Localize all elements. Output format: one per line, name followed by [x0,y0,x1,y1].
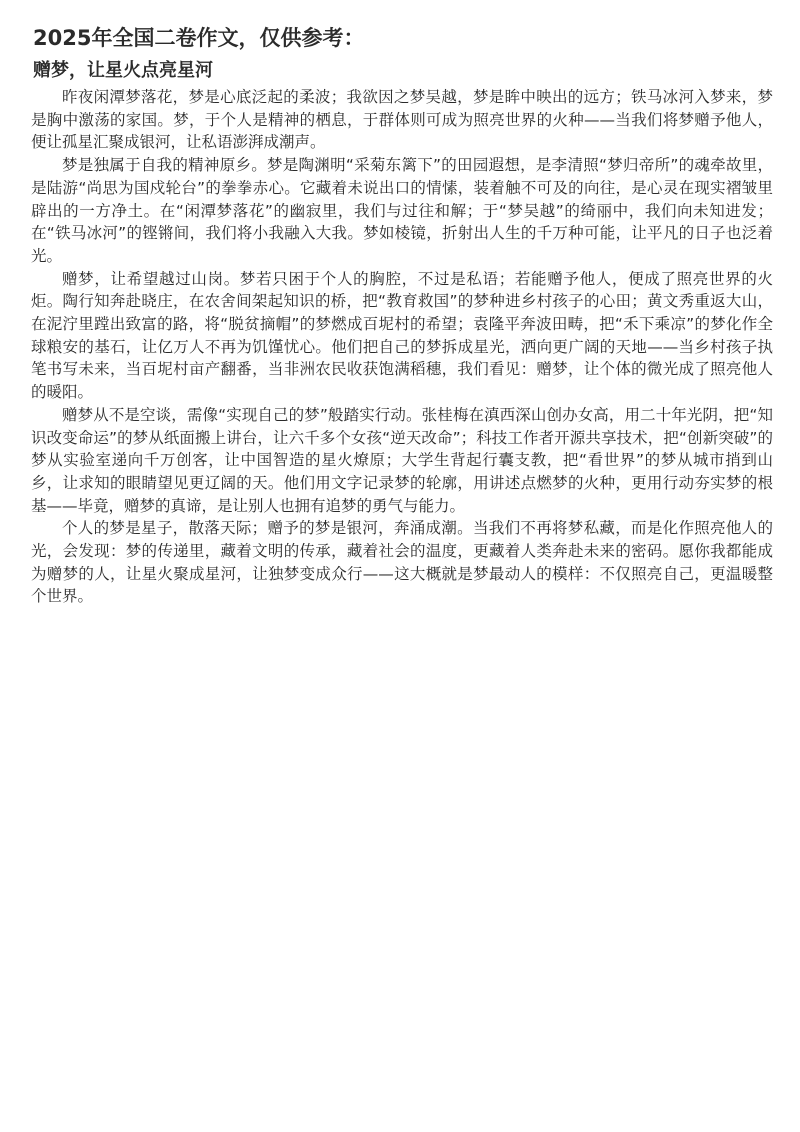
essay-body [31,86,773,608]
essay-title: 赠梦，让星火点亮星河 [33,60,213,81]
essay-paragraph-4: 赠梦从不是空谈，需像“实现自己的梦”般踏实行动。张桂梅在滇西深山创办女高，用二十年光阴，把“知识改变命运”的梦从纸面搬上讲台，让六千多个女孩“逆天改命”；科技工作者开源共享技术，把“创新突破”的梦从实验室递向千万创客，让中国智造的星火燎原；大学生背起行囊支教，把“看世界”的梦从城市捎到山乡，让求知的眼睛望见更辽阔的天。他们用文字记录梦的轮廓，用讲述点燃梦的火种，更用行动夯实梦的根基——毕竟，赠梦的真谛，是让别人也拥有追梦的勇气与能力。 [31,405,773,515]
essay-paragraph-5: 个人的梦是星子，散落天际；赠予的梦是银河，奔涌成潮。当我们不再将梦私藏，而是化作照亮他人的光，会发现：梦的传递里，藏着文明的传承，藏着社会的温度，更藏着人类奔赴未来的密码。愿你我都能成为赠梦的人，让星火聚成星河，让独梦变成众行——这大概就是梦最动人的模样：不仅照亮自己，更温暖整个世界。 [31,519,773,606]
essay-paragraph-3: 赠梦，让希望越过山岗。梦若只困于个人的胸腔，不过是私语；若能赠予他人，便成了照亮世界的火炬。陶行知奔赴晓庄，在农舍间架起知识的桥，把“教育救国”的梦种进乡村孩子的心田；黄文秀重返大山，在泥泞里蹚出致富的路，将“脱贫摘帽”的梦燃成百坭村的希望；袁隆平奔波田畴，把“禾下乘凉”的梦化作全球粮安的基石，让亿万人不再为饥馑忧心。他们把自己的梦拆成星光，洒向更广阔的天地——当乡村孩子执笔书写未来，当百坭村亩产翻番，当非洲农民收获饱满稻穗，我们看见：赠梦，让个体的微光成了照亮他人的暖阳。 [31,269,773,402]
document-title: 2025年全国二卷作文，仅供参考： [33,26,365,50]
essay-paragraph-1: 昨夜闲潭梦落花，梦是心底泛起的柔波；我欲因之梦吴越，梦是眸中映出的远方；铁马冰河入梦来，梦是胸中激荡的家国。梦，于个人是精神的栖息，于群体则可成为照亮世界的火种——当我们将梦赠予他人，便让孤星汇聚成银河，让私语澎湃成潮声。 [31,88,773,152]
essay-paragraph-2: 梦是独属于自我的精神原乡。梦是陶渊明“采菊东篱下”的田园遐想，是李清照“梦归帝所”的魂牵故里，是陆游“尚思为国戍轮台”的拳拳赤心。它藏着未说出口的情愫，装着触不可及的向往，是心灵在现实褶皱里辟出的一方净土。在“闲潭梦落花”的幽寂里，我们与过往和解；于“梦吴越”的绮丽中，我们向未知进发；在“铁马冰河”的铿锵间，我们将小我融入大我。梦如棱镜，折射出人生的千万种可能，让平凡的日子也泛着光。 [31,156,773,265]
